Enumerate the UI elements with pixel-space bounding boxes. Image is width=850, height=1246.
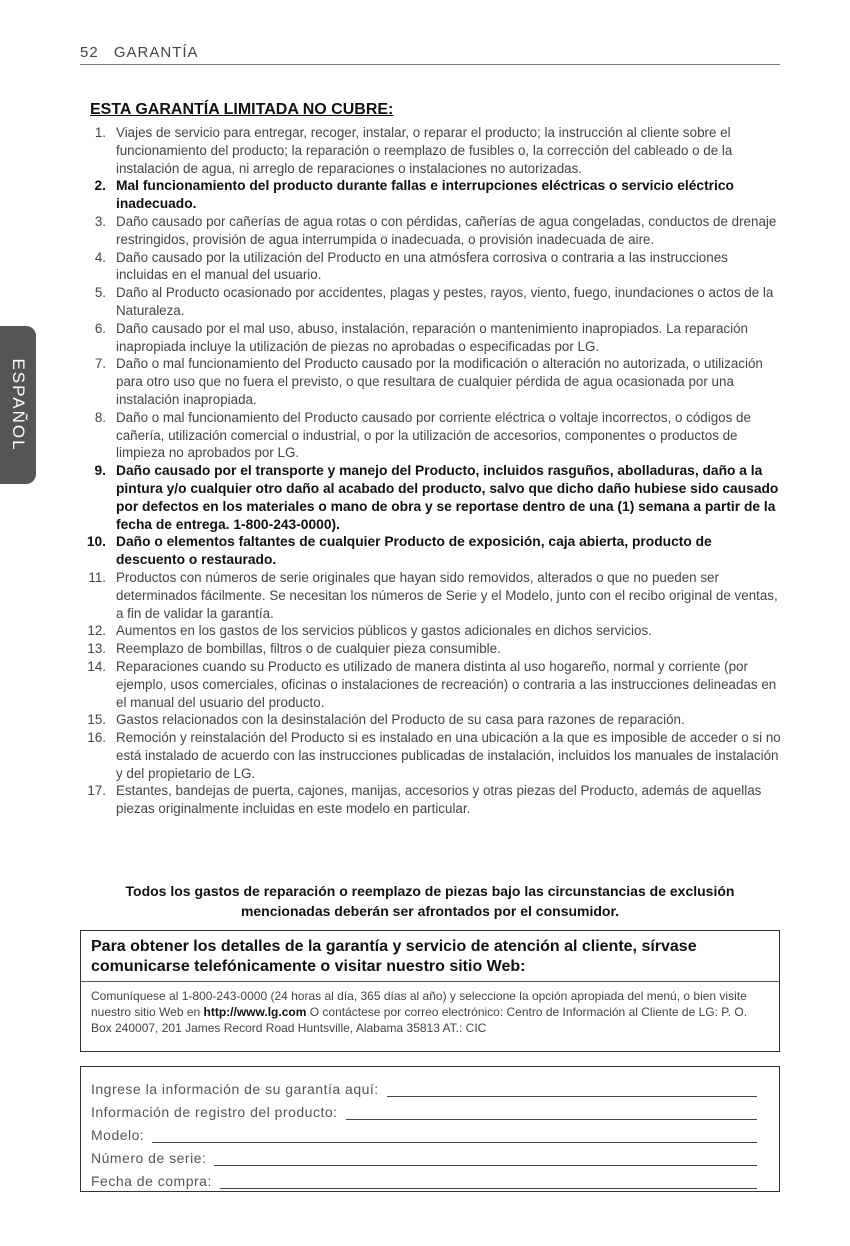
list-item xyxy=(82,320,782,356)
list-item-number: 10. xyxy=(86,534,106,550)
registration-box xyxy=(80,1066,780,1192)
closing-line-2: mencionadas deberán ser afrontados por el consumidor. xyxy=(240,903,620,919)
section-title: ESTA GARANTÍA LIMITADA NO CUBRE: xyxy=(90,101,394,118)
list-item xyxy=(82,640,782,658)
list-item xyxy=(82,409,782,462)
list-item-text: Mal funcionamiento del producto durante fallas e interrupciones eléctricas o servicio eléctrico inadecuado. xyxy=(116,178,734,212)
list-item-number: 9. xyxy=(94,463,106,479)
list-item-number: 7. xyxy=(94,356,106,372)
list-item-text: Daño o elementos faltantes de cualquier Producto de exposición, caja abierta, producto de descuento o restaurado. xyxy=(116,534,712,568)
language-side-tab xyxy=(0,326,36,484)
website-link[interactable]: http://www.lg.com xyxy=(203,1005,307,1019)
registration-row-serial xyxy=(91,1144,757,1166)
list-item xyxy=(82,249,782,285)
list-item-number: 4. xyxy=(94,249,106,265)
list-item-text: Daño o mal funcionamiento del Producto causado por corriente eléctrica o voltaje incorrectos, o códigos de cañería, utilización comercial o industrial, o por la utilización de accesorios, componentes o productos de limpieza no aprobados por LG. xyxy=(116,409,751,461)
list-item-text: Daño o mal funcionamiento del Producto causado por la modificación o alteración no autorizada, o utilización para otro uso que no fuera el previsto, o que resultara de cualquier pérdida de agua ocasionada por una instalación inapropiada. xyxy=(116,356,763,407)
registration-row-model xyxy=(91,1121,757,1143)
list-item-number: 16. xyxy=(87,730,106,746)
list-item xyxy=(82,284,782,320)
list-item-text: Viajes de servicio para entregar, recoger, instalar, o reparar el producto; la instrucción al cliente sobre el funcionamiento del producto; la reparación o reemplazo de fusibles o, la corrección del cableado o de la instalación de agua, ni arreglo de reparaciones o instalaciones no autorizadas. xyxy=(116,125,733,176)
contact-text-before: Comuníquese al 1-800-243-0000 (24 horas al día, 365 días al año) y seleccione la opción apropiada del menú, o bien visite nuestro sitio Web en xyxy=(91,989,747,1019)
registration-row-warranty-info xyxy=(91,1075,757,1097)
list-item-text: Productos con números de serie originales que hayan sido removidos, alterados o que no pueden ser determinados fácilmente. Se necesitan los números de Serie y el Modelo, junto con el recibo original de ventas, a fin de validar la garantía. xyxy=(116,569,778,621)
serial-number-field[interactable] xyxy=(214,1151,757,1166)
list-item-text: Aumentos en los gastos de los servicios públicos y gastos adicionales en dichos servicios. xyxy=(116,623,652,639)
list-item-text: Reparaciones cuando su Producto es utilizado de manera distinta al uso hogareño, normal y corriente (por ejemplo, usos comerciales, oficinas o instalaciones de recreación) o contraria a las instrucciones delineadas en el manual del usuario del producto. xyxy=(116,658,777,710)
list-item-number: 3. xyxy=(94,213,106,229)
registration-label: Número de serie: xyxy=(91,1150,207,1166)
closing-line-1: Todos los gastos de reparación o reemplazo de piezas bajo las circunstancias de exclusión xyxy=(125,883,735,899)
closing-statement xyxy=(100,881,760,921)
list-item xyxy=(82,782,782,818)
list-item-number: 17. xyxy=(87,783,106,799)
model-field[interactable] xyxy=(152,1128,757,1143)
exclusions-list xyxy=(82,124,782,818)
side-tab-label: ESPAÑOL xyxy=(9,358,28,452)
registration-label: Ingrese la información de su garantía aquí: xyxy=(91,1081,379,1097)
contact-text-after: O contáctese por correo electrónico: Centro de Información al Cliente de LG: P. O. Box 240007, 201 James Record Road Huntsville, Alabama 35813 AT.: CIC xyxy=(91,1005,748,1035)
list-item-number: 2. xyxy=(94,178,106,194)
registration-row-product-info xyxy=(91,1098,757,1120)
page-header xyxy=(80,44,780,65)
list-item-text: Remoción y reinstalación del Producto si es instalado en una ubicación a la que es imposible de acceder o si no está instalado de acuerdo con las instrucciones publicadas de instalación, incluidos los manuales de instalación y del propietario de LG. xyxy=(116,730,781,781)
contact-box-title: Para obtener los detalles de la garantía y servicio de atención al cliente, sírvase comunicarse telefónicamente o visitar nuestro sitio Web: xyxy=(81,931,779,982)
list-item xyxy=(82,124,782,177)
list-item xyxy=(82,729,782,782)
list-item-text: Daño al Producto ocasionado por accidentes, plagas y pestes, rayos, viento, fuego, inundaciones o actos de la Naturaleza. xyxy=(116,285,774,318)
warranty-info-field[interactable] xyxy=(387,1082,757,1097)
registration-row-purchase-date xyxy=(91,1167,757,1189)
list-item-text: Reemplazo de bombillas, filtros o de cualquier pieza consumible. xyxy=(116,641,501,657)
list-item xyxy=(82,711,782,729)
list-item xyxy=(82,533,782,569)
page-number: 52 xyxy=(80,44,99,61)
list-item-number: 13. xyxy=(87,641,106,657)
purchase-date-field[interactable] xyxy=(220,1174,757,1189)
contact-box-body xyxy=(81,982,779,1042)
list-item-number: 14. xyxy=(87,658,106,674)
list-item-number: 8. xyxy=(94,409,106,425)
list-item-text: Estantes, bandejas de puerta, cajones, manijas, accesorios y otras piezas del Producto, además de aquellas piezas originalmente incluidas en este modelo en particular. xyxy=(116,783,762,817)
list-item-text: Daño causado por la utilización del Producto en una atmósfera corrosiva o contraria a las instrucciones incluidas en el manual del usuario. xyxy=(116,249,728,283)
registration-label: Información de registro del producto: xyxy=(91,1104,338,1120)
list-item xyxy=(82,177,782,213)
list-item-number: 5. xyxy=(94,285,106,301)
header-section: GARANTÍA xyxy=(113,44,199,61)
contact-box xyxy=(80,930,780,1052)
list-item-text: Daño causado por cañerías de agua rotas o con pérdidas, cañerías de agua congeladas, conductos de drenaje restringidos, provisión de agua interrumpida o inadecuada, o provisión inadecuada de aire. xyxy=(116,213,777,247)
list-item-number: 1. xyxy=(94,125,106,140)
list-item xyxy=(82,462,782,533)
list-item-text: Daño causado por el mal uso, abuso, instalación, reparación o mantenimiento inapropiados. La reparación inapropiada incluye la utilización de piezas no aprobadas o especificadas por LG. xyxy=(116,320,748,354)
list-item-number: 15. xyxy=(87,712,106,728)
list-item-number: 11. xyxy=(88,569,106,585)
list-item-number: 6. xyxy=(94,320,106,336)
list-item xyxy=(82,622,782,640)
list-item-text: Gastos relacionados con la desinstalación del Producto de su casa para razones de reparación. xyxy=(116,712,685,728)
list-item xyxy=(82,355,782,408)
list-item-text: Daño causado por el transporte y manejo del Producto, incluidos rasguños, abolladuras, daño a la pintura y/o cualquier otro daño al acabado del producto, salvo que dicho daño hubiese sido causado por defectos en los materiales o mano de obra y se reportase dentro de una (1) semana a partir de la fecha de entrega. 1-800-243-0000). xyxy=(116,463,779,532)
list-item xyxy=(82,213,782,249)
registration-label: Modelo: xyxy=(91,1127,145,1143)
product-registration-field[interactable] xyxy=(346,1105,757,1120)
registration-label: Fecha de compra: xyxy=(91,1173,212,1189)
list-item xyxy=(82,569,782,622)
list-item-number: 12. xyxy=(87,623,106,639)
list-item xyxy=(82,658,782,711)
